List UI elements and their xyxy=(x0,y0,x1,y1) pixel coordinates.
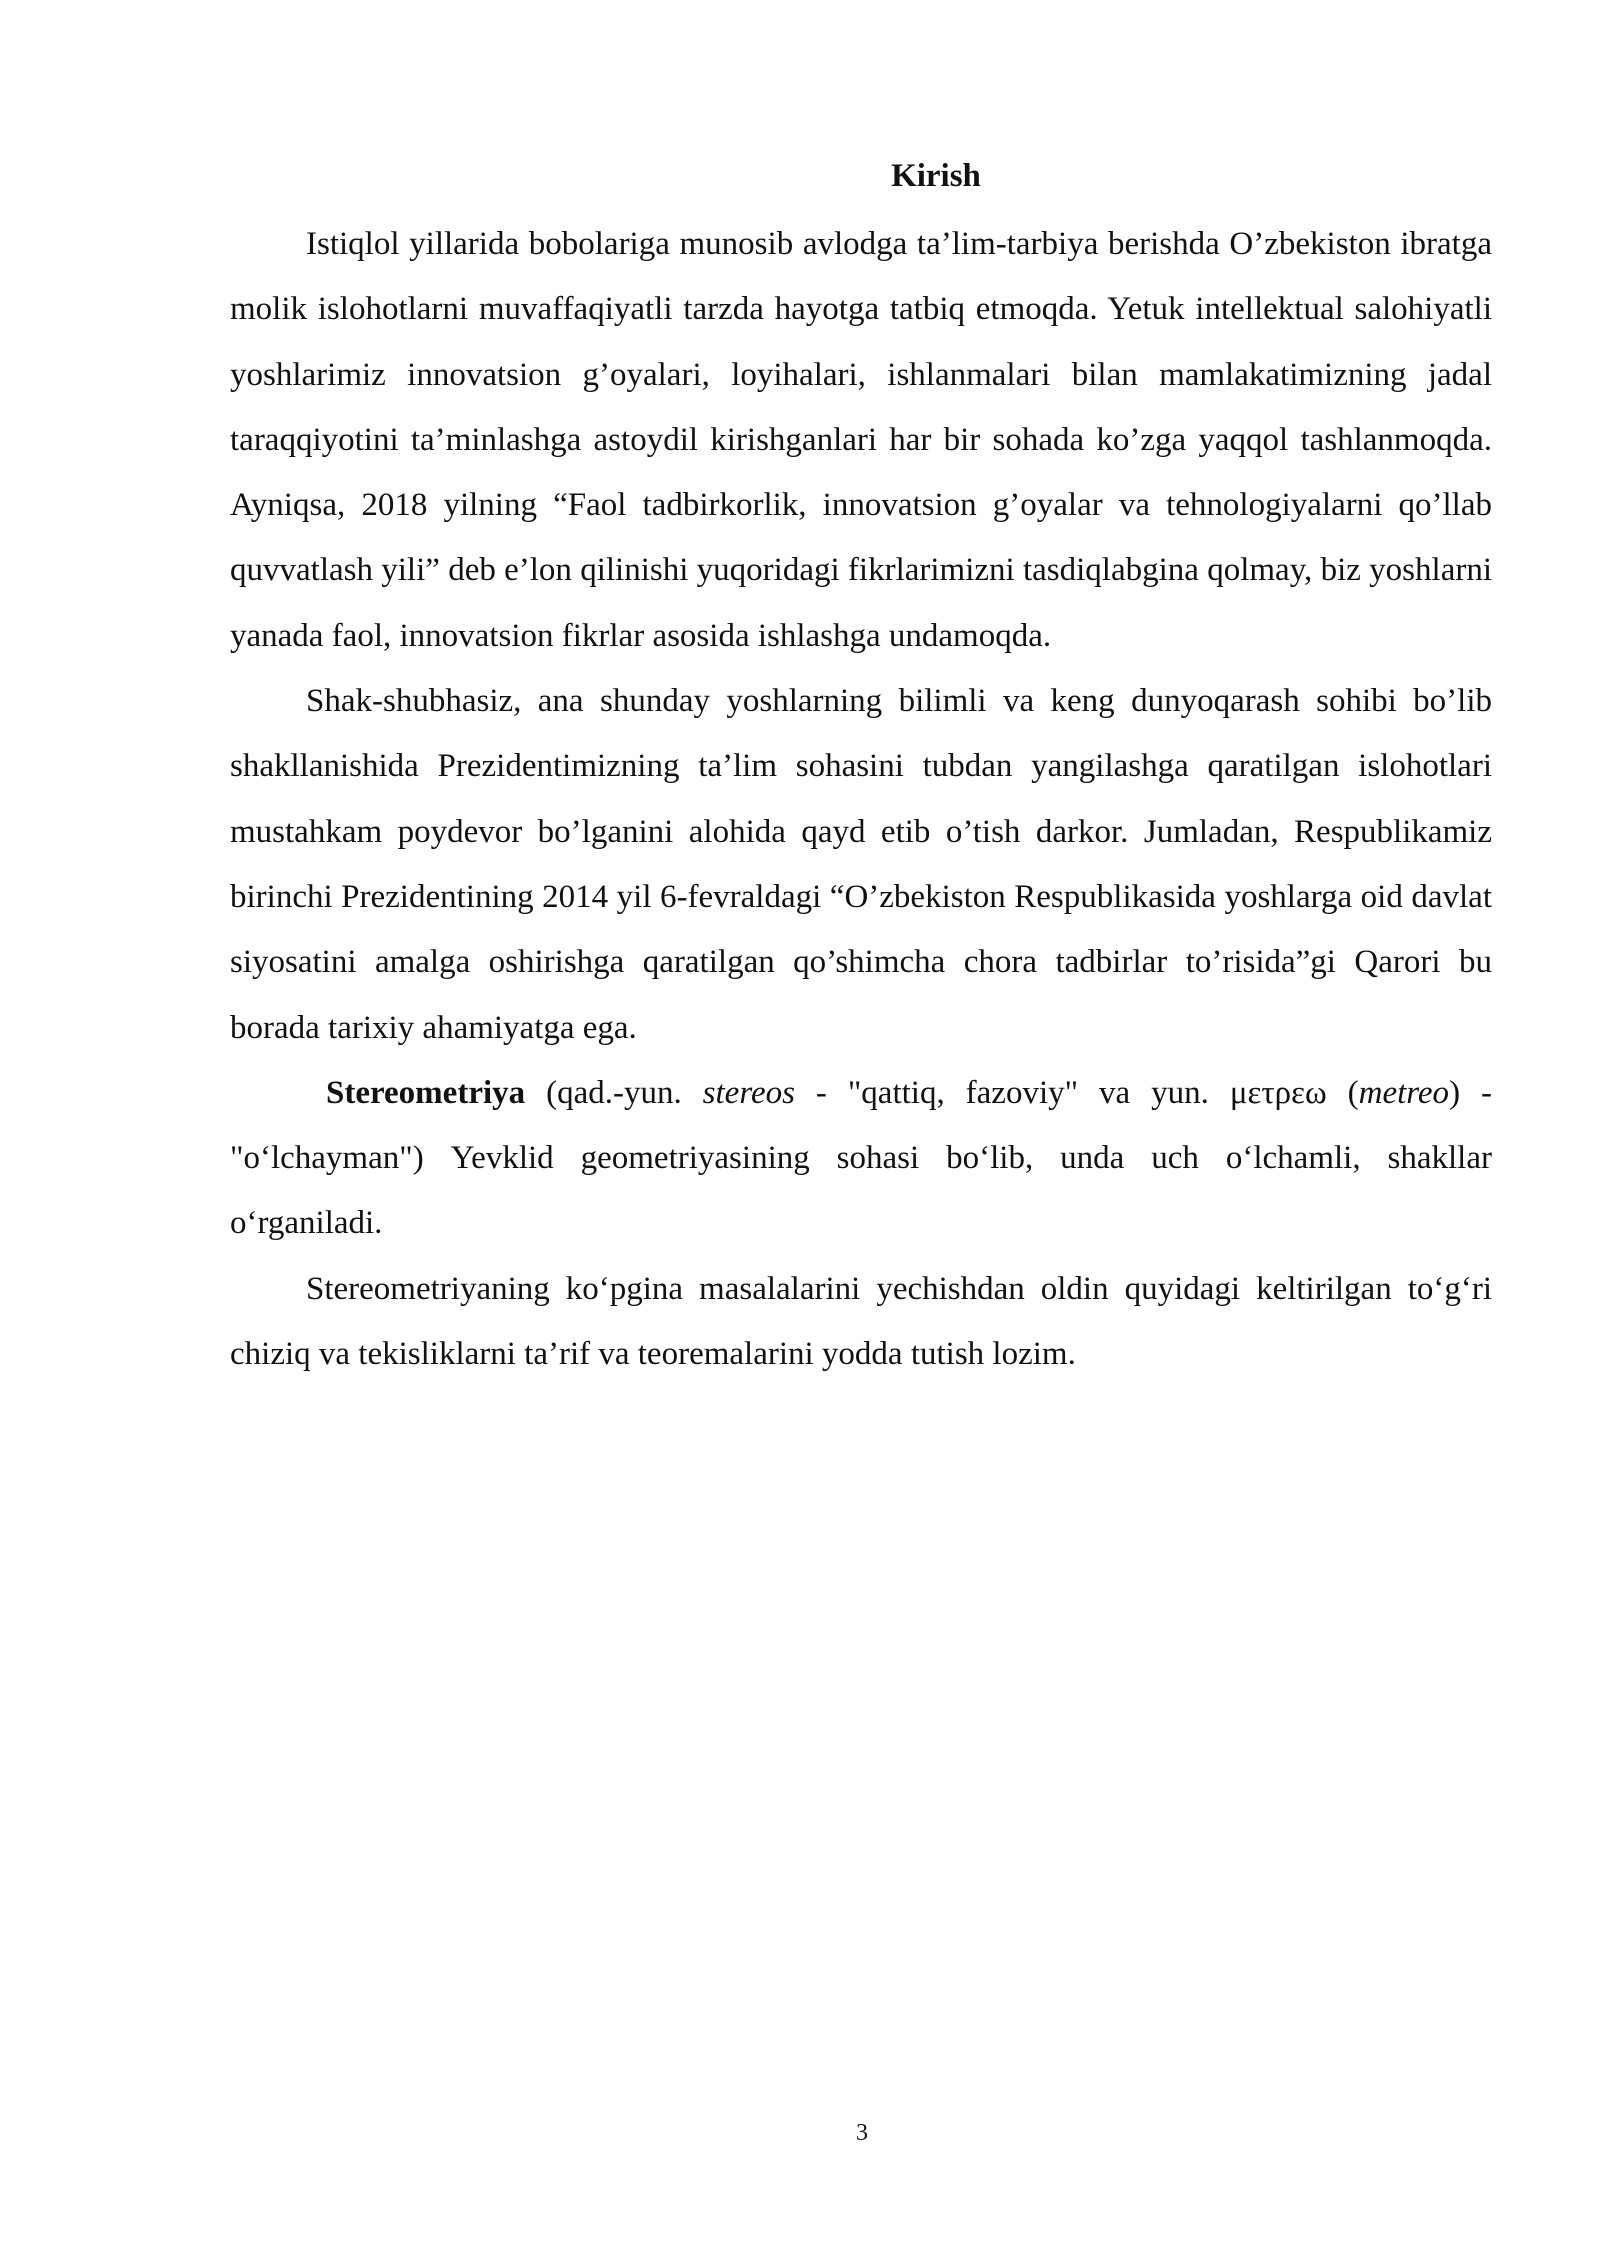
paragraph-stereometry-definition xyxy=(230,1061,1492,1257)
term-stereos: stereos xyxy=(702,1074,795,1111)
section-heading: Kirish xyxy=(891,158,981,194)
definition-text-2: - "qattiq, fazoviy" va yun. μετρεω ( xyxy=(794,1074,1359,1111)
page-number: 3 xyxy=(856,2120,868,2146)
definition-text-3: ) - "o‘lchayman") Yevklid geometriyasining sohasi bo‘lib, unda uch o‘lchamli, shakllar o‘rganiladi. xyxy=(230,1074,1492,1242)
term-stereometriya: Stereometriya xyxy=(326,1074,526,1111)
paragraph-intro: Istiqlol yillarida bobolariga munosib avlodga ta’lim-tarbiya berishda O’zbekiston ibratga molik islohotlarni muvaffaqiyatli tarzda hayotga tatbiq etmoqda. Yetuk intellektual salohiyatli yoshlarimiz innovatsion g’oyalari, loyihalari, ishlanmalari bilan mamlakatimizning jadal taraqqiyotini ta’minlashga astoydil kirishganlari har bir sohada ko’zga yaqqol tashlanmoqda. Ayniqsa, 2018 yilning “Faol tadbirkorlik, innovatsion g’oyalar va tehnologiyalarni qo’llab quvvatlash yili” deb e’lon qilinishi yuqoridagi fikrlarimizni tasdiqlabgina qolmay, biz yoshlarni yanada faol, innovatsion fikrlar asosida ishlashga undamoqda. xyxy=(230,226,1492,654)
definition-text-1: (qad.-yun. xyxy=(525,1074,703,1111)
document-body xyxy=(230,150,1492,1387)
paragraph-prerequisites: Stereometriyaning ko‘pgina masalalarini yechishdan oldin quyidagi keltirilgan to‘g‘ri chiziq va tekisliklarni ta’rif va teoremalarini yodda tutish lozim. xyxy=(230,1270,1492,1373)
term-metreo: metreo xyxy=(1358,1074,1450,1111)
paragraph-decree: Shak-shubhasiz, ana shunday yoshlarning bilimli va keng dunyoqarash sohibi bo’lib shakllanishida Prezidentimizning ta’lim sohasini tubdan yangilashga qaratilgan islohotlari mustahkam poydevor bo’lganini alohida qayd etib o’tish darkor. Jumladan, Respublikamiz birinchi Prezidentining 2014 yil 6-fevraldagi “O’zbekiston Respublikasida yoshlarga oid davlat siyosatini amalga oshirishga qaratilgan qo’shimcha chora tadbirlar to’risida”gi Qarori bu borada tarixiy ahamiyatga ega. xyxy=(230,683,1492,1046)
